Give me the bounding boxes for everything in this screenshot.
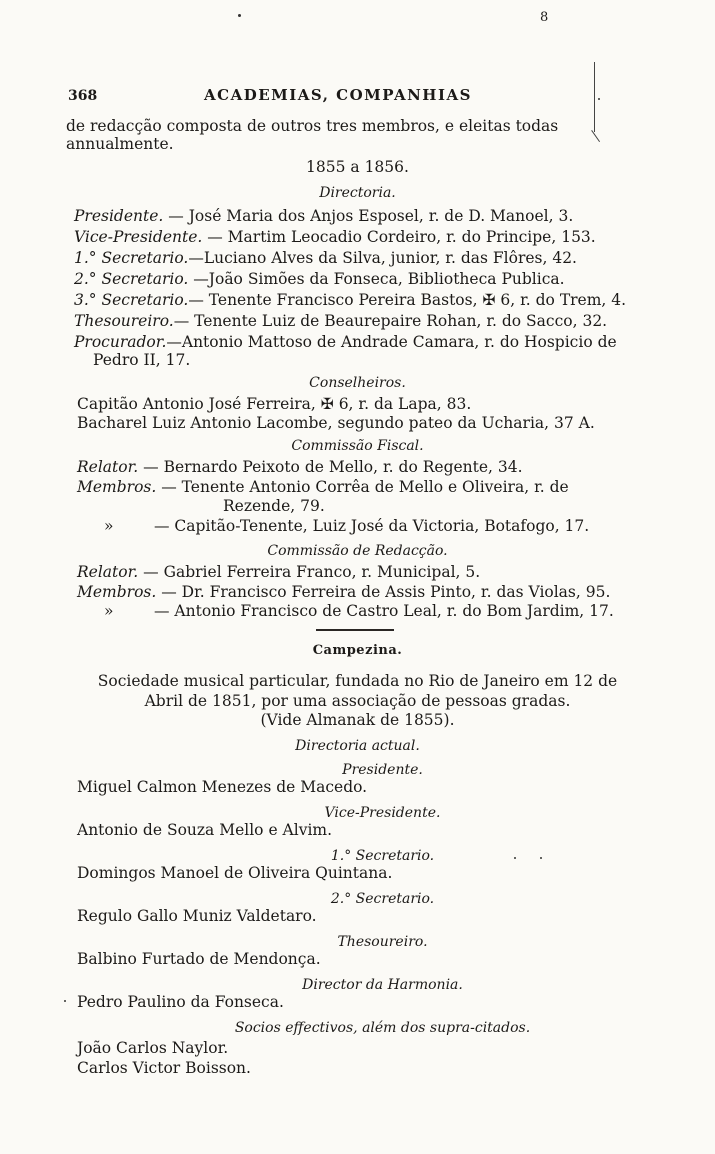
procurador-entry (74, 332, 617, 352)
redaccao-membros (77, 582, 610, 602)
entry-text: —Luciano Alves da Silva, junior, r. das Flôres, 42. (188, 249, 577, 267)
entry-text: — Gabriel Ferreira Franco, r. Municipal, 5. (138, 563, 481, 581)
campezina-desc-2: Abril de 1851, por uma associação de pessoas gradas. (144, 692, 571, 710)
officer-role: 1.° Secretario. (330, 848, 435, 864)
officer-name: Miguel Calmon Menezes de Macedo. (77, 778, 368, 796)
directoria-entry (74, 290, 626, 310)
officer-name: Pedro Paulino da Fonseca. (77, 993, 284, 1011)
section-rule (316, 629, 394, 631)
directoria-entry (74, 269, 565, 289)
officer-name: Balbino Furtado de Mendonça. (77, 950, 321, 968)
redaccao-ditto-entry: — Antonio Francisco de Castro Leal, r. do Bom Jardim, 17. (154, 602, 614, 620)
entry-role: 1.° Secretario. (74, 249, 189, 267)
redaccao-heading: Commissão de Redacção. (267, 543, 448, 559)
campezina-desc-3: (Vide Almanak de 1855). (260, 711, 455, 729)
officer-name: Domingos Manoel de Oliveira Quintana. (77, 864, 393, 882)
directoria-entry (74, 311, 607, 331)
page-number: 368 (68, 88, 98, 104)
running-title: ACADEMIAS, COMPANHIAS (204, 86, 472, 104)
fiscal-heading: Commissão Fiscal. (291, 438, 424, 454)
officer-role: 2.° Secretario. (330, 891, 435, 907)
conselheiro-entry: Bacharel Luiz Antonio Lacombe, segundo pateo da Ucharia, 37 A. (77, 414, 595, 432)
fiscal-ditto-entry: — Capitão-Tenente, Luiz José da Victoria, Botafogo, 17. (154, 517, 590, 535)
entry-role: Membros. (77, 583, 157, 601)
conselheiro-entry: Capitão Antonio José Ferreira, ✠ 6, r. da Lapa, 83. (77, 395, 472, 413)
officer-role: Director da Harmonia. (302, 977, 463, 993)
margin-line (594, 62, 595, 132)
officer-role: Thesoureiro. (337, 934, 428, 950)
directoria-heading: Directoria. (319, 185, 396, 201)
entry-text: — Bernardo Peixoto de Mello, r. do Regente, 34. (138, 458, 523, 476)
socio-name: Carlos Victor Boisson. (77, 1059, 251, 1077)
entry-text: — Tenente Francisco Pereira Bastos, ✠ 6, r. do Trem, 4. (188, 291, 627, 309)
conselheiros-heading: Conselheiros. (309, 375, 406, 391)
corner-mark: 8 (540, 10, 549, 25)
entry-text: — Dr. Francisco Ferreira de Assis Pinto, r. das Violas, 95. (156, 583, 611, 601)
fiscal-membros (77, 477, 569, 497)
directoria-entry (74, 206, 573, 226)
entry-text: —Antonio Mattoso de Andrade Camara, r. do Hospicio de (166, 333, 617, 351)
intro-line-1: de redacção composta de outros tres membros, e eleitas todas (66, 117, 559, 135)
entry-role: Relator. (77, 563, 139, 581)
officer-role: Vice-Presidente. (324, 805, 441, 821)
socios-heading: Socios effectivos, além dos supra-citados. (234, 1020, 531, 1036)
entry-role: 3.° Secretario. (74, 291, 189, 309)
ditto-mark: » (104, 602, 114, 620)
directoria-entry (74, 248, 577, 268)
entry-role: Vice-Presidente. (74, 228, 203, 246)
entry-role: Thesoureiro. (74, 312, 174, 330)
entry-text: —João Simões da Fonseca, Bibliotheca Publica. (188, 270, 565, 288)
entry-text: — Tenente Antonio Corrêa de Mello e Oliveira, r. de (156, 478, 569, 496)
directoria-entry (74, 227, 596, 247)
ditto-mark: » (104, 517, 114, 535)
entry-role: Procurador. (74, 333, 167, 351)
entry-text: — José Maria dos Anjos Esposel, r. de D. Manoel, 3. (163, 207, 574, 225)
years-heading: 1855 a 1856. (306, 158, 409, 176)
margin-tick (591, 130, 600, 142)
entry-role: Membros. (77, 478, 157, 496)
entry-role: Presidente. (74, 207, 164, 225)
entry-role: Relator. (77, 458, 139, 476)
campezina-title: Campezina. (312, 643, 403, 658)
speck (64, 1000, 66, 1002)
officer-name: Antonio de Souza Mello e Alvim. (77, 821, 333, 839)
fiscal-membros-cont: Rezende, 79. (223, 497, 325, 515)
procurador-cont: Pedro II, 17. (93, 351, 191, 369)
redaccao-relator (77, 562, 480, 582)
entry-text: — Martim Leocadio Cordeiro, r. do Principe, 153. (202, 228, 596, 246)
officer-role: Presidente. (342, 762, 423, 778)
socio-name: João Carlos Naylor. (77, 1039, 229, 1057)
campezina-directoria-heading: Directoria actual. (295, 738, 420, 754)
speck (598, 98, 600, 100)
fiscal-relator (77, 457, 523, 477)
entry-text: — Tenente Luiz de Beaurepaire Rohan, r. do Sacco, 32. (173, 312, 608, 330)
entry-role: 2.° Secretario. (74, 270, 189, 288)
officer-name: Regulo Gallo Muniz Valdetaro. (77, 907, 317, 925)
intro-line-2: annualmente. (66, 135, 174, 153)
speck (238, 14, 241, 17)
campezina-desc-1: Sociedade musical particular, fundada no Rio de Janeiro em 12 de (97, 672, 618, 690)
